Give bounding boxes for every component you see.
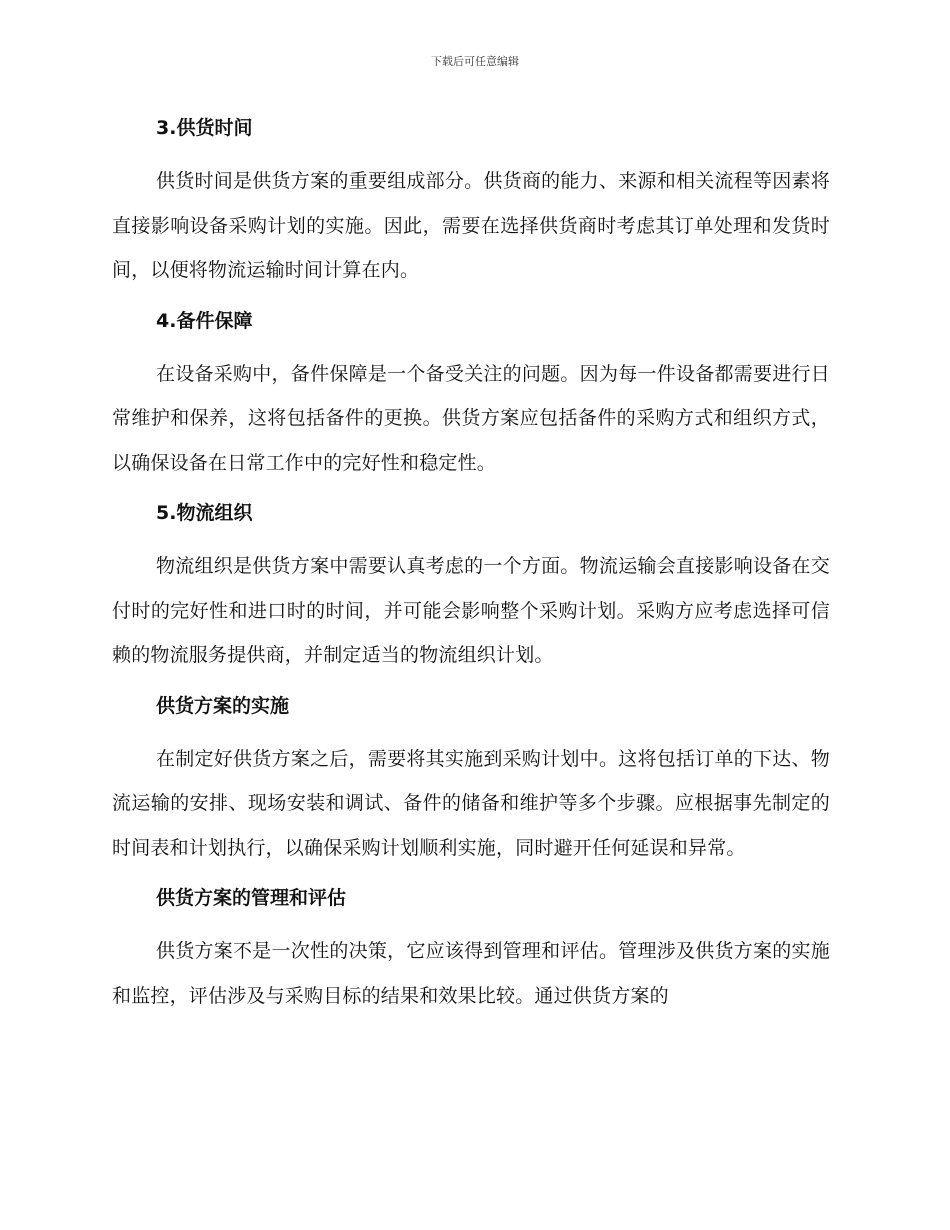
section-heading-supply-time: 3.供货时间	[156, 117, 253, 139]
section-heading-implementation: 供货方案的实施	[156, 694, 290, 717]
section-heading-management: 供货方案的管理和评估	[156, 887, 347, 909]
section-heading-logistics: 5.物流组织	[156, 502, 253, 524]
document-body	[112, 110, 830, 1028]
section-paragraph-logistics: 物流组织是供货方案中需要认真考虑的一个方面。物流运输会直接影响设备在交付时的完好性和进口时的时间，并可能会影响整个采购计划。采购方应考虑选择可信赖的物流服务提供商，并制定适当的物流组织计划。	[112, 555, 830, 666]
section-paragraph-implementation: 在制定好供货方案之后，需要将其实施到采购计划中。这将包括订单的下达、物流运输的安排、现场安装和调试、备件的储备和维护等多个步骤。应根据事先制定的时间表和计划执行，以确保采购计划顺利实施，同时避开任何延误和异常。	[112, 747, 830, 859]
section-paragraph-supply-time: 供货时间是供货方案的重要组成部分。供货商的能力、来源和相关流程等因素将直接影响设备采购计划的实施。因此，需要在选择供货商时考虑其订单处理和发货时间，以便将物流运输时间计算在内。	[112, 170, 830, 281]
section-heading-spare-parts: 4.备件保障	[156, 309, 253, 332]
section-paragraph-spare-parts: 在设备采购中，备件保障是一个备受关注的问题。因为每一件设备都需要进行日常维护和保养，这将包括备件的更换。供货方案应包括备件的采购方式和组织方式，以确保设备在日常工作中的完好性和稳定性。	[112, 362, 830, 474]
page-header: 下载后可任意编辑	[431, 55, 519, 68]
section-paragraph-management: 供货方案不是一次性的决策，它应该得到管理和评估。管理涉及供货方案的实施和监控，评估涉及与采购目标的结果和效果比较。通过供货方案的	[112, 940, 830, 1007]
